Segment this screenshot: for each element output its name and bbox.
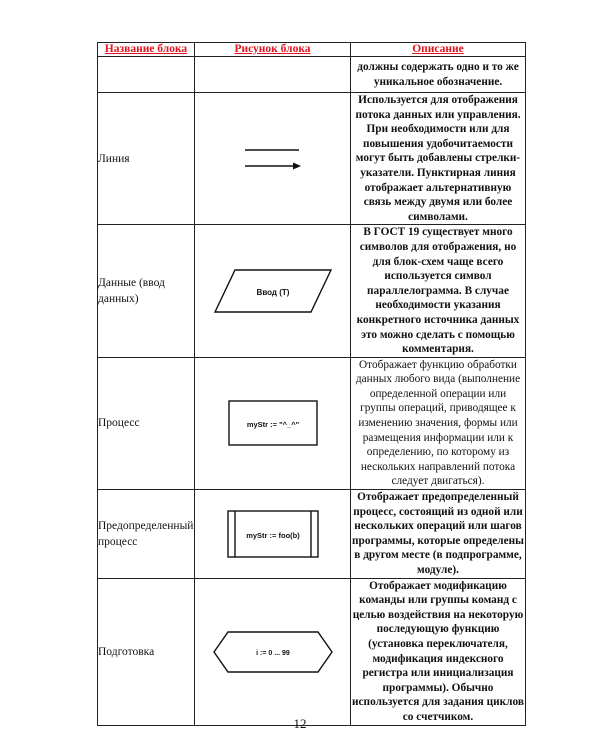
predefined-process-symbol-icon	[227, 510, 319, 558]
continuation-picture-cell	[195, 57, 351, 93]
parallelogram-symbol-icon	[213, 268, 333, 314]
block-description-data: В ГОСТ 19 существует много символов для отображения, но для блок-схем чаще всего используется символ параллелограмма. В случае необходимости указания конкретного источника данных это можно сделать с помощью комментария.	[351, 225, 526, 357]
table-row-predefined-process	[98, 490, 526, 579]
rectangle-symbol-icon	[228, 400, 318, 446]
block-name-process: Процесс	[98, 357, 195, 489]
table-row-line	[98, 93, 526, 225]
block-picture-data	[195, 225, 351, 357]
header-block-picture: Рисунок блока	[195, 43, 351, 57]
predefined-process-symbol-label: myStr := foo(b)	[245, 530, 300, 540]
block-picture-predefined-process	[195, 490, 351, 579]
block-name-preparation: Подготовка	[98, 578, 195, 725]
continuation-name-cell	[98, 57, 195, 93]
block-name-data: Данные (ввод данных)	[98, 225, 195, 357]
table-row-process	[98, 357, 526, 489]
block-description-process: Отображает функцию обработки данных любого вида (выполнение определенной операции или группы операций, приводящее к изменению значения, формы или размещения информации или к определению, по которому из нескольких направлений потока следует двигаться).	[351, 357, 526, 489]
block-description-line: Используется для отображения потока данных или управления. При необходимости или для повышения удобочитаемости могут быть добавлены стрелки-указатели. Пунктирная линия отображает альтернативную связь между двумя или более символами.	[351, 93, 526, 225]
table-header-row	[98, 43, 526, 57]
block-picture-process	[195, 357, 351, 489]
block-name-line: Линия	[98, 93, 195, 225]
line-symbol-icon	[243, 144, 303, 174]
block-name-predefined-process: Предопределенный процесс	[98, 490, 195, 579]
header-description: Описание	[351, 43, 526, 57]
data-symbol-label: Ввод (Т)	[256, 288, 289, 298]
header-block-name: Название блока	[98, 43, 195, 57]
block-picture-preparation	[195, 578, 351, 725]
process-symbol-label: myStr := "^_^"	[246, 420, 299, 430]
block-description-preparation: Отображает модификацию команды или группы команд с целью воздействия на некоторую последующую функцию (установка переключателя, модификация индексного регистра или инициализация программы). Обычно используется для задания циклов со счетчиком.	[351, 578, 526, 725]
preparation-symbol-label: i := 0 ... 99	[255, 649, 290, 657]
table-row-preparation	[98, 578, 526, 725]
flowchart-blocks-table	[97, 42, 526, 726]
page-number: 12	[293, 716, 307, 731]
hexagon-symbol-icon	[212, 630, 334, 674]
table-row-continuation	[98, 57, 526, 93]
table-row-data	[98, 225, 526, 357]
continuation-description: должны содержать одно и то же уникальное обозначение.	[351, 57, 526, 93]
block-picture-line	[195, 93, 351, 225]
block-description-predefined-process: Отображает предопределенный процесс, состоящий из одной или нескольких операций или шагов программы, которые определены в другом месте (в подпрограмме, модуле).	[351, 490, 526, 579]
